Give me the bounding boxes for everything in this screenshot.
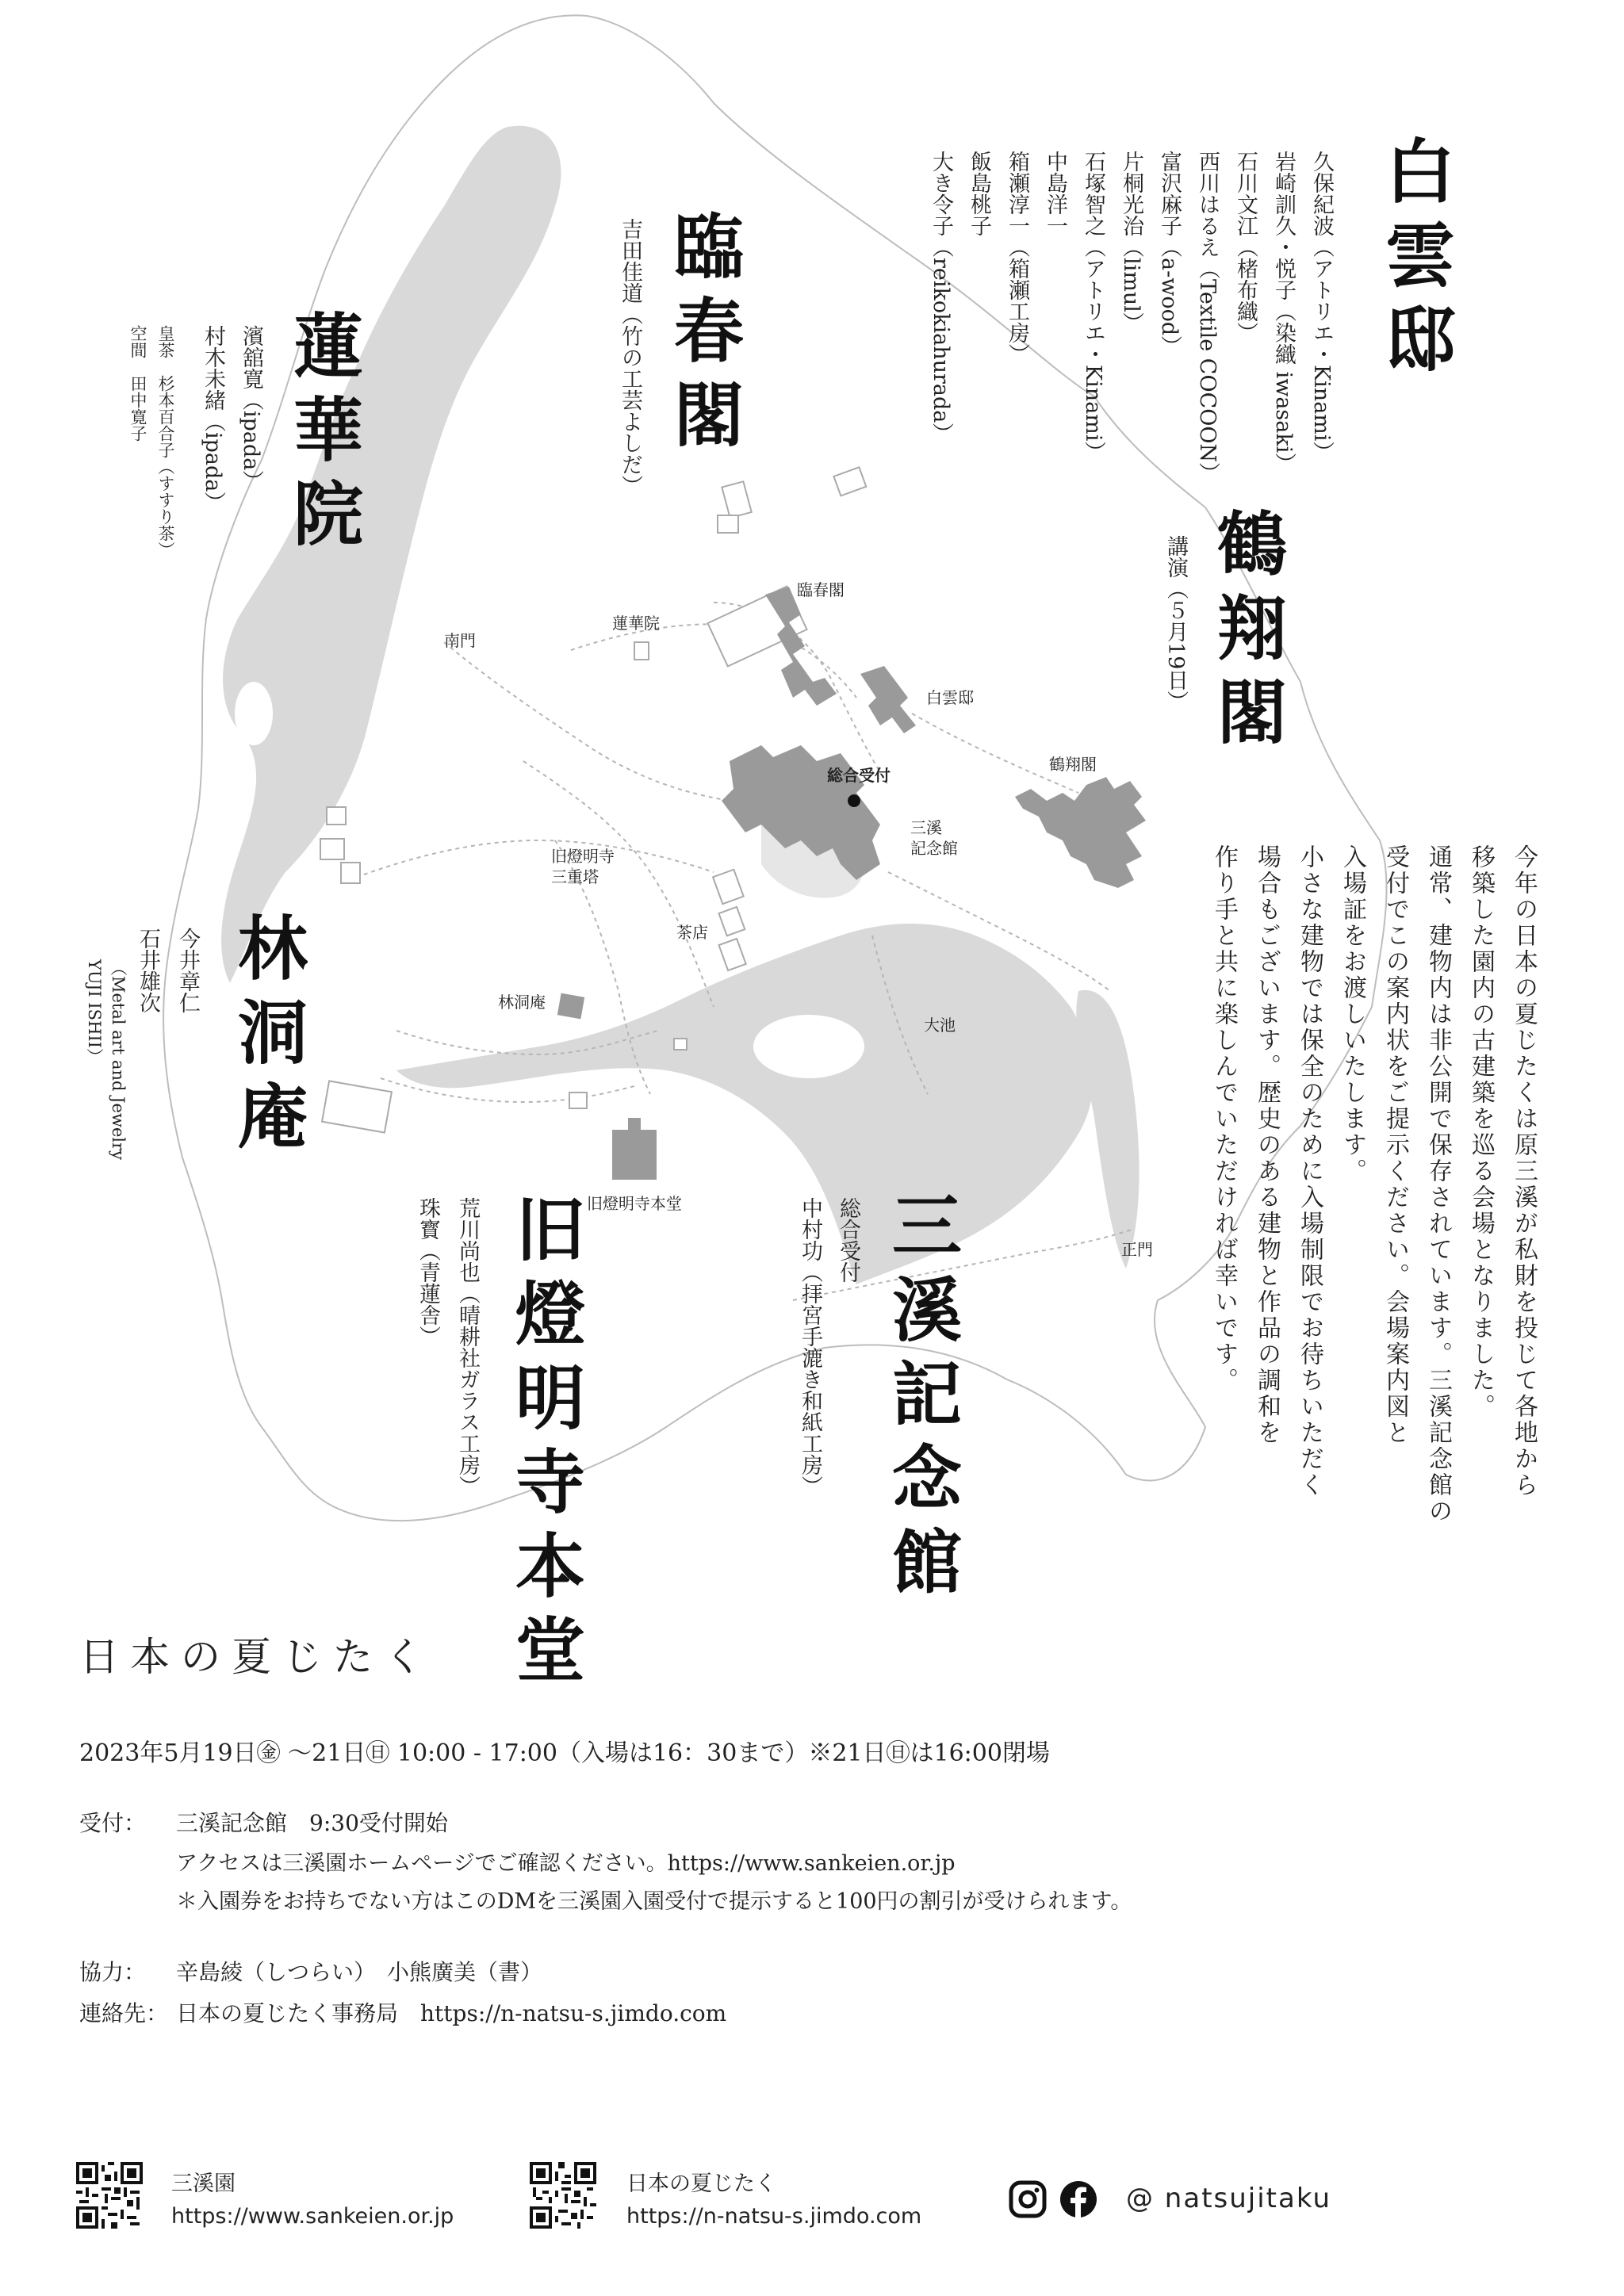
west-water (221, 126, 561, 983)
map-label-chaten: 茶店 (676, 923, 708, 942)
artist: 大き令子（reikokiahurada） (929, 151, 953, 445)
qr-code-sankeien[interactable] (76, 2162, 143, 2229)
map-label-pagoda-2: 三重塔 (551, 867, 599, 886)
reception-line1: 三溪記念館 9:30受付開始 (176, 1810, 448, 1836)
map-label-tomyoji-hondo: 旧燈明寺本堂 (587, 1194, 682, 1213)
venue-title-tomyoji: 旧燈明寺本堂 (504, 1193, 587, 1697)
map-label-rindoan: 林洞庵 (498, 993, 546, 1012)
artist: 飯島桃子 (967, 151, 991, 236)
reception-marker (848, 794, 860, 807)
artist: 久保紀波（アトリエ・Kinami） (1309, 151, 1334, 463)
map-label-rengein: 蓮華院 (612, 614, 660, 633)
map-label-kakushokaku: 鶴翔閣 (1049, 755, 1097, 774)
lecture-credit: 講演（５月19日） (1163, 535, 1188, 713)
tomyoji-building (612, 1118, 657, 1180)
qr2-title: 日本の夏じたく (626, 2172, 776, 2196)
artist-note: （Metal art and Jewelry (109, 959, 128, 1160)
artist: 村木未緒（ipada） (201, 325, 225, 514)
east-pond-arm (1076, 990, 1139, 1269)
venue-title-rindoan: 林洞庵 (227, 912, 309, 1164)
intro-text (1205, 844, 1546, 1525)
intro-line: 今年の日本の夏じたくは原三溪が私財を投じて各地から (1510, 844, 1538, 1498)
venue-title-rinshunkaku: 臨春閣 (663, 210, 745, 462)
pond-island (753, 1015, 864, 1078)
qr1-title: 三溪園 (171, 2172, 236, 2196)
venue-title-rengein: 蓮華院 (282, 309, 365, 561)
rindoan-building (557, 993, 584, 1020)
reception-discount: ＊入園券をお持ちでない方はこのDMを三溪園入園受付で提示すると100円の割引が受けられます。 (176, 1889, 1132, 1914)
intro-line: 場合もございます。歴史のある建物と作品の調和を (1253, 844, 1281, 1446)
venue-title-kakushokaku: 鶴翔閣 (1206, 507, 1289, 760)
cooperation-label: 協力： (79, 1959, 147, 1985)
map-label-hakuuntei: 白雲邸 (926, 688, 974, 707)
intro-line: 移築した園内の古建築を巡る会場となりました。 (1467, 844, 1495, 1420)
map-label-ooike: 大池 (924, 1016, 956, 1035)
map-label-kinenkan-2: 記念館 (910, 839, 958, 858)
artist: 今井章仁 (175, 928, 200, 1013)
artist-note: YUJI ISHII） (85, 959, 104, 1065)
kakushokaku-building (1015, 777, 1146, 888)
artist: 富沢麻子（a-wood） (1157, 151, 1182, 358)
qr-code-natsujitaku[interactable] (530, 2162, 596, 2229)
instagram-icon[interactable] (1009, 2180, 1047, 2218)
hakuuntei-building (860, 666, 916, 733)
map-label-kinenkan-1: 三溪 (910, 818, 942, 837)
venue-title-hakuuntei: 白雲邸 (1374, 135, 1457, 387)
qr2-url[interactable]: https://n-natsu-s.jimdo.com (626, 2204, 922, 2229)
artist: 濱舘寛（ipada） (239, 325, 263, 492)
artist: 中村功（拝宮手漉き和紙工房） (798, 1197, 822, 1497)
intro-line: 小さな建物では保全のために入場制限でお待ちいただく (1296, 844, 1323, 1498)
artist: 西川はるえ（Textile COCOON） (1195, 151, 1220, 484)
reception-credit: 総合受付 (836, 1197, 860, 1283)
rinshunkaku-building (765, 587, 837, 706)
map-label-nanmon: 南門 (444, 631, 476, 650)
facebook-icon[interactable] (1059, 2180, 1097, 2218)
space-credit: 空間 田中寛子 (128, 325, 147, 442)
artist: 荒川尚也（晴耕社ガラス工房） (455, 1197, 480, 1497)
artist: 岩崎訓久・悦子（染織 iwasaki） (1271, 151, 1296, 475)
map-label-pagoda-1: 旧燈明寺 (551, 847, 615, 866)
tea-credit: 皇茶 杉本百合子（すすり茶） (156, 325, 175, 558)
west-island (235, 682, 273, 745)
map-label-reception: 総合受付 (827, 766, 891, 785)
map-label-seimon: 正門 (1121, 1240, 1153, 1259)
qr1-url[interactable]: https://www.sankeien.or.jp (171, 2204, 454, 2229)
artist: 石井雄次 (136, 928, 160, 1013)
intro-line: 受付でこの案内状をご提示ください。会場案内図と (1381, 844, 1409, 1446)
contact-text: 日本の夏じたく事務局 https://n-natsu-s.jimdo.com (176, 2000, 727, 2026)
artist: 中島洋一 (1043, 151, 1067, 236)
artist: 片桐光治（limul） (1119, 151, 1143, 334)
map-label-rinshunkaku: 臨春閣 (797, 580, 845, 599)
contact-label: 連絡先： (79, 2000, 169, 2026)
intro-line: 入場証をお渡しいたします。 (1339, 844, 1366, 1184)
venue-title-kinenkan: 三溪記念館 (881, 1189, 963, 1609)
artist: 石川文江（楮布織） (1233, 151, 1258, 343)
reception-access: アクセスは三溪園ホームページでご確認ください。https://www.sankeien.or.jp (176, 1851, 956, 1876)
intro-line: 通常、建物内は非公開で保存されています。三溪記念館の (1424, 844, 1452, 1525)
sns-handle[interactable]: @ natsujitaku (1126, 2183, 1332, 2214)
reception-label: 受付： (79, 1810, 147, 1836)
artist: 吉田佳道（竹の工芸よしだ） (618, 218, 642, 496)
event-date: 2023年5月19日㊎ ～21日㊐ 10:00 - 17:00（入場は16：30まで）※21日㊐は16:00閉場 (79, 1739, 1050, 1767)
hakuuntei-credits (929, 151, 1340, 563)
artist: 珠寳（青蓮舎） (416, 1197, 440, 1347)
cooperation-text: 辛島綾（しつらい） 小熊廣美（書） (176, 1959, 543, 1985)
artist: 石塚智之（アトリエ・Kinami） (1081, 151, 1105, 463)
intro-line: 作り手と共に楽しんでいただければ幸いです。 (1210, 844, 1238, 1394)
event-title: 日本の夏じたく (79, 1634, 435, 1680)
artist: 箱瀬淳一（箱瀬工房） (1005, 151, 1029, 365)
